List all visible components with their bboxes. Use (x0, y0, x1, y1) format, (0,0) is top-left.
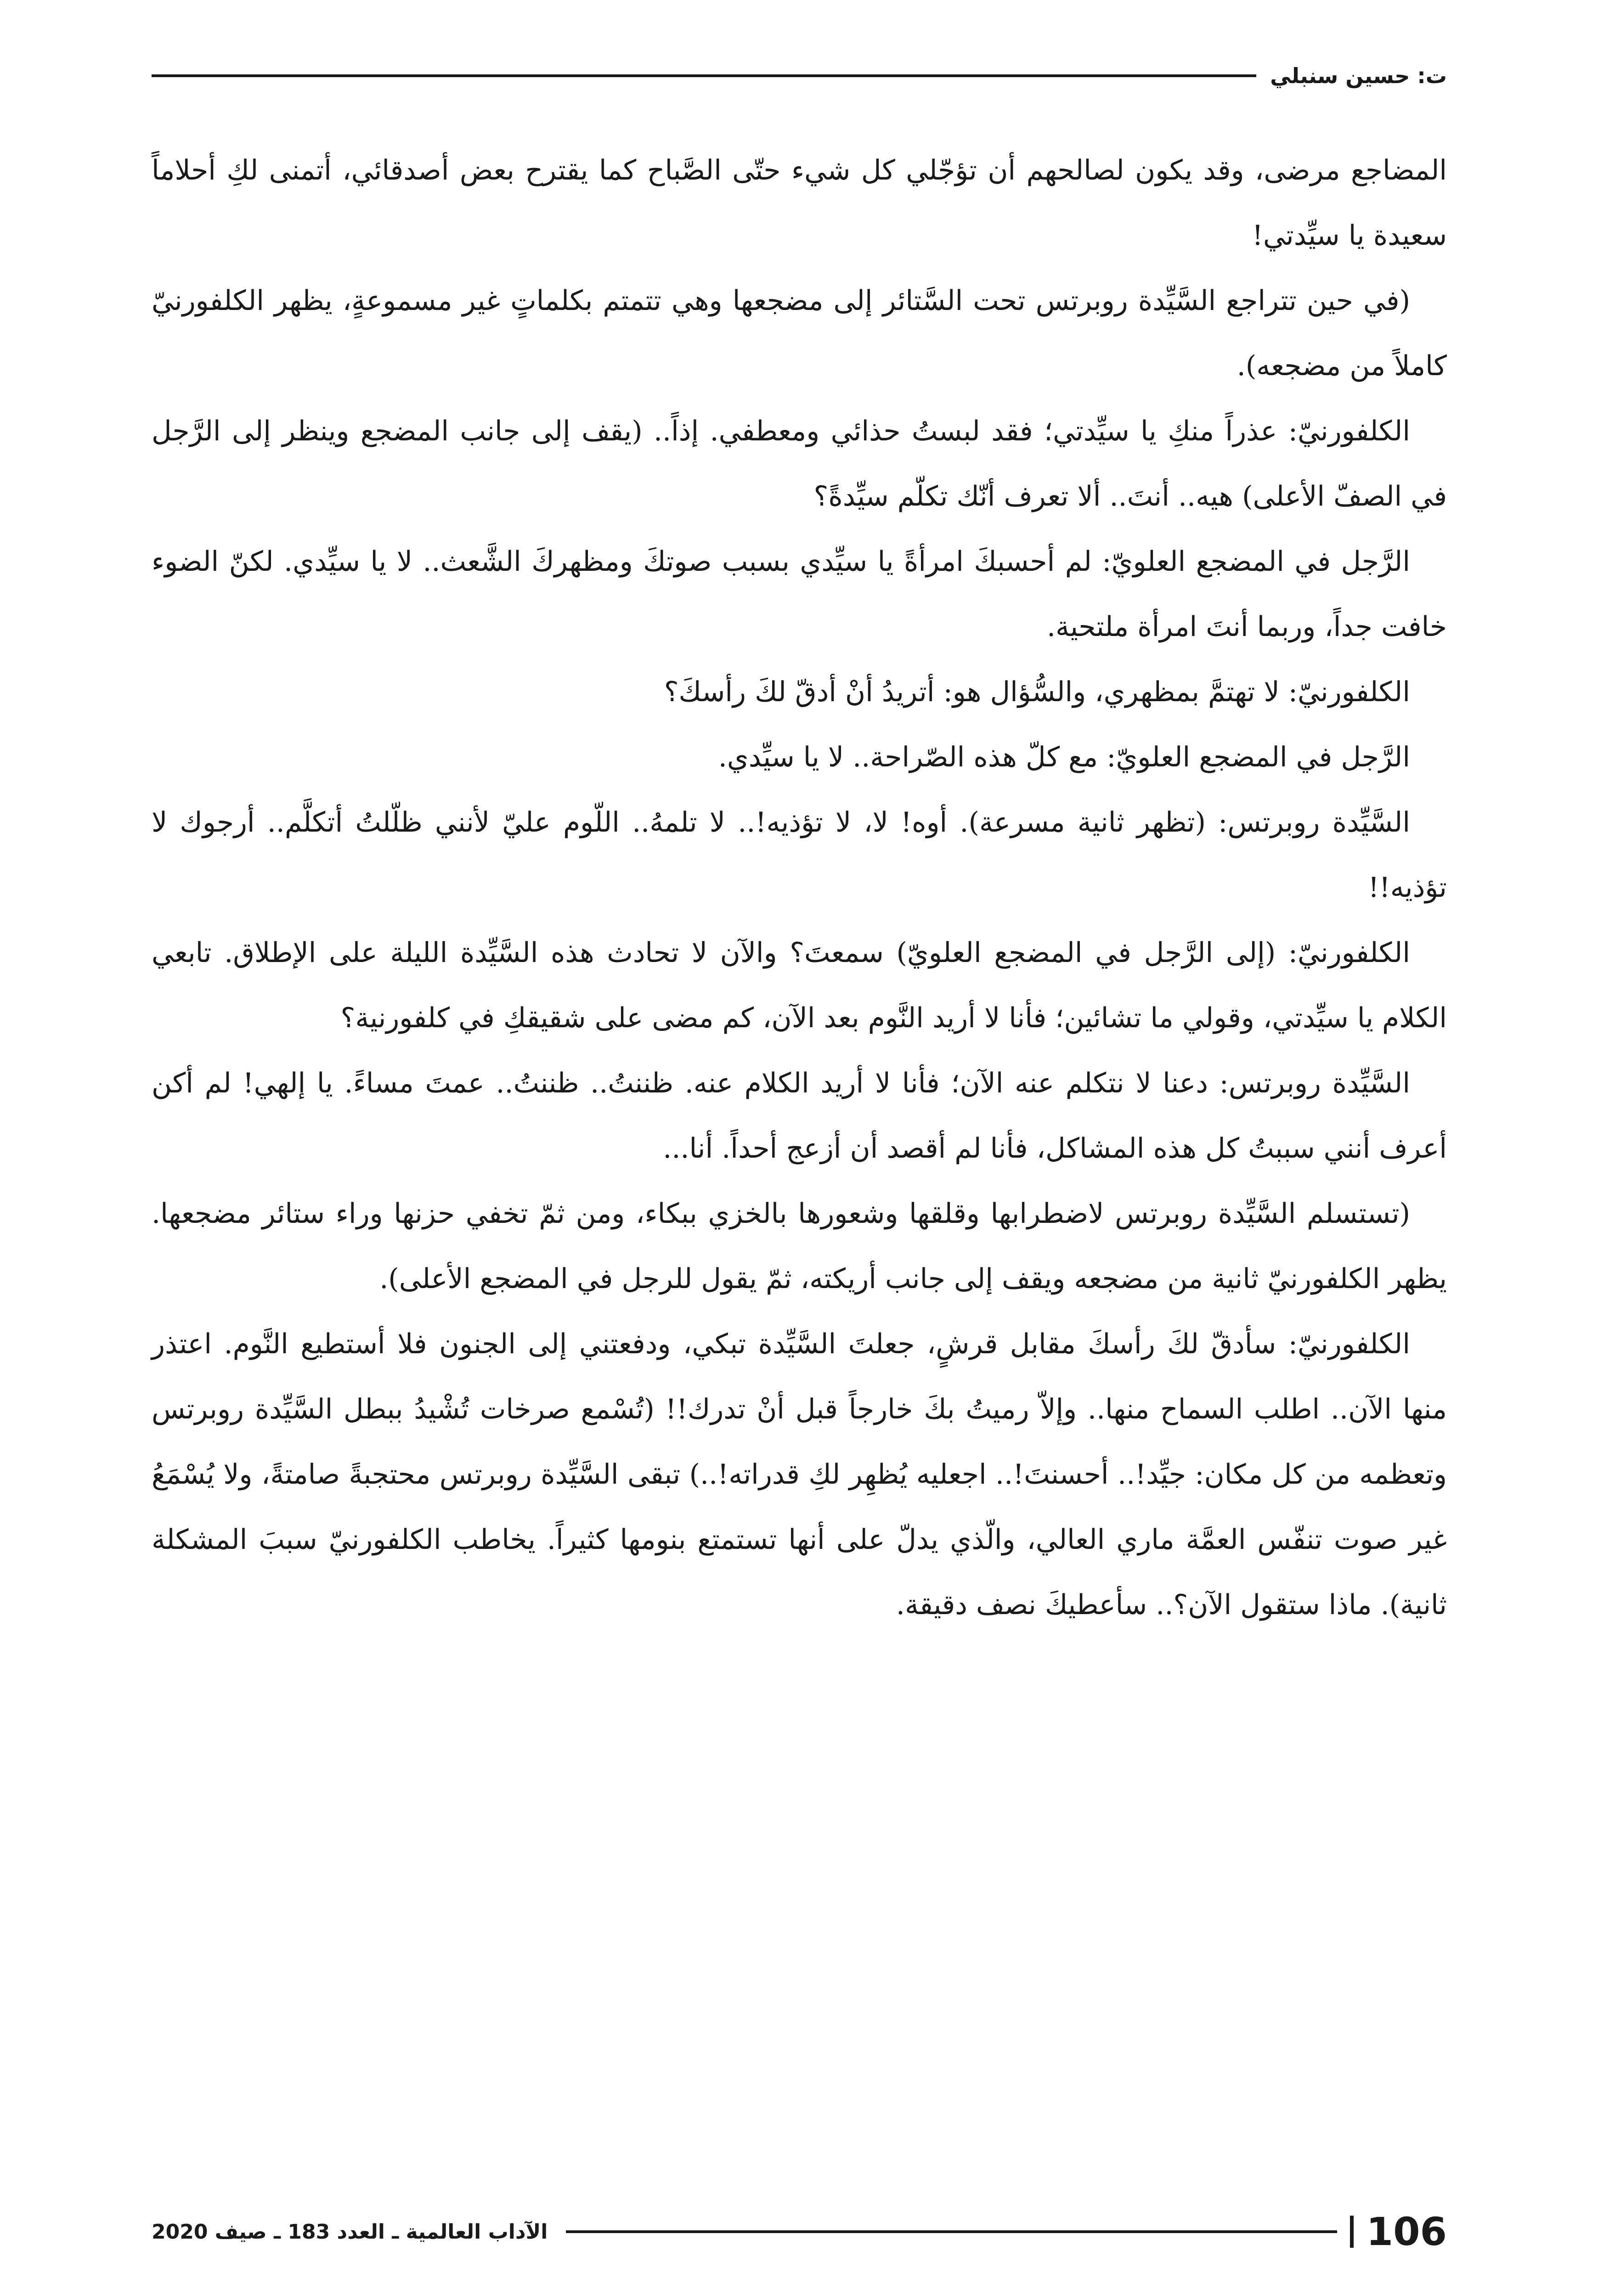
paragraph: (في حين تتراجع السَّيِّدة روبرتس تحت السَّتائر إلى مضجعها وهي تتمتم بكلماتٍ غير مسموعةٍ، يظهر الكلفورنيّ كاملاً من مضجعه). (152, 285, 1447, 382)
paragraph: السَّيِّدة روبرتس: دعنا لا نتكلم عنه الآن؛ فأنا لا أريد الكلام عنه. ظننتُ.. ظننتُ.. عمتَ مساءً. يا إلهي! لم أكن أعرف أنني سببتُ كل هذه المشاكل، فأنا لم أقصد أن أزعج أحداً. أنا... (152, 1067, 1447, 1165)
footer-separator-bar (1350, 2216, 1354, 2248)
paragraph: السَّيِّدة روبرتس: (تظهر ثانية مسرعة). أوه! لا، لا تؤذيه!.. لا تلمهُ.. اللّوم عليّ لأنني ظلّلتُ أتكلَّم.. أرجوك لا تؤذيه!! (152, 806, 1447, 904)
paragraph: الكلفورنيّ: (إلى الرَّجل في المضجع العلويّ) سمعتَ؟ والآن لا تحادث هذه السَّيِّدة الليلة على الإطلاق. تابعي الكلام يا سيِّدتي، وقولي ما تشائين؛ فأنا لا أريد النَّوم بعد الآن، كم مضى على شقيقكِ في كلفورنية؟ (152, 937, 1447, 1034)
journal-issue: الآداب العالمية ـ العدد 183 ـ صيف 2020 (152, 2220, 548, 2244)
running-header (152, 60, 1447, 92)
paragraph: الكلفورنيّ: عذراً منكِ يا سيِّدتي؛ فقد لبستُ حذائي ومعطفي. إذاً.. (يقف إلى جانب المضجع وينظر إلى الرَّجل في الصفّ الأعلى) هيه.. أنتَ.. ألا تعرف أنّك تكلّم سيِّدةً؟ (152, 415, 1447, 512)
article-body (152, 138, 1447, 2177)
paragraph: (تستسلم السَّيِّدة روبرتس لاضطرابها وقلقها وشعورها بالخزي ببكاء، ومن ثمّ تخفي حزنها وراء ستائر مضجعها. يظهر الكلفورنيّ ثانية من مضجعه ويقف إلى جانب أريكته، ثمّ يقول للرجل في المضجع الأعلى). (152, 1198, 1447, 1295)
running-footer (152, 2211, 1447, 2252)
footer-rule (566, 2230, 1337, 2233)
header-rule (152, 74, 1256, 77)
page-number: 106 (1366, 2209, 1447, 2254)
paragraph: الكلفورنيّ: سأدقّ لكَ رأسكَ مقابل قرشٍ، جعلتَ السَّيِّدة تبكي، ودفعتني إلى الجنون فلا أستطيع النَّوم. اعتذر منها الآن.. اطلب السماح منها.. وإلاّ رميتُ بكَ خارجاً قبل أنْ تدرك!! (تُسْمع صرخات تُشْيدُ ببطل السَّيِّدة روبرتس وتعظمه من كل مكان: جيِّد!.. أحسنتَ!.. اجعليه يُظهِر لكِ قدراته!..) تبقى السَّيِّدة روبرتس محتجبةً صامتةً، ولا يُسْمَعُ غير صوت تنفّس العمَّة ماري العالي، والّذي يدلّ على أنها تستمتع بنومها كثيراً. يخاطب الكلفورنيّ سببَ المشكلة ثانية). ماذا ستقول الآن؟.. سأعطيكَ نصف دقيقة. (152, 1328, 1447, 1621)
paragraph: الكلفورنيّ: لا تهتمَّ بمظهري، والسُّؤال هو: أتريدُ أنْ أدقّ لكَ رأسكَ؟ (664, 676, 1410, 708)
paragraph: الرَّجل في المضجع العلويّ: مع كلّ هذه الصّراحة.. لا يا سيِّدي. (718, 741, 1410, 773)
paragraph: المضاجع مرضى، وقد يكون لصالحهم أن تؤجّلي كل شيء حتّى الصَّباح كما يقترح بعض أصدقائي، أتمنى لكِ أحلاماً سعيدة يا سيِّدتي! (152, 154, 1447, 252)
paragraph: الرَّجل في المضجع العلويّ: لم أحسبكَ امرأةً يا سيِّدي بسبب صوتكَ ومظهركَ الشَّعث.. لا يا سيِّدي. لكنّ الضوء خافت جداً، وربما أنتَ امرأة ملتحية. (152, 546, 1447, 643)
translator-credit: ت: حسين سنبلي (1270, 63, 1447, 88)
